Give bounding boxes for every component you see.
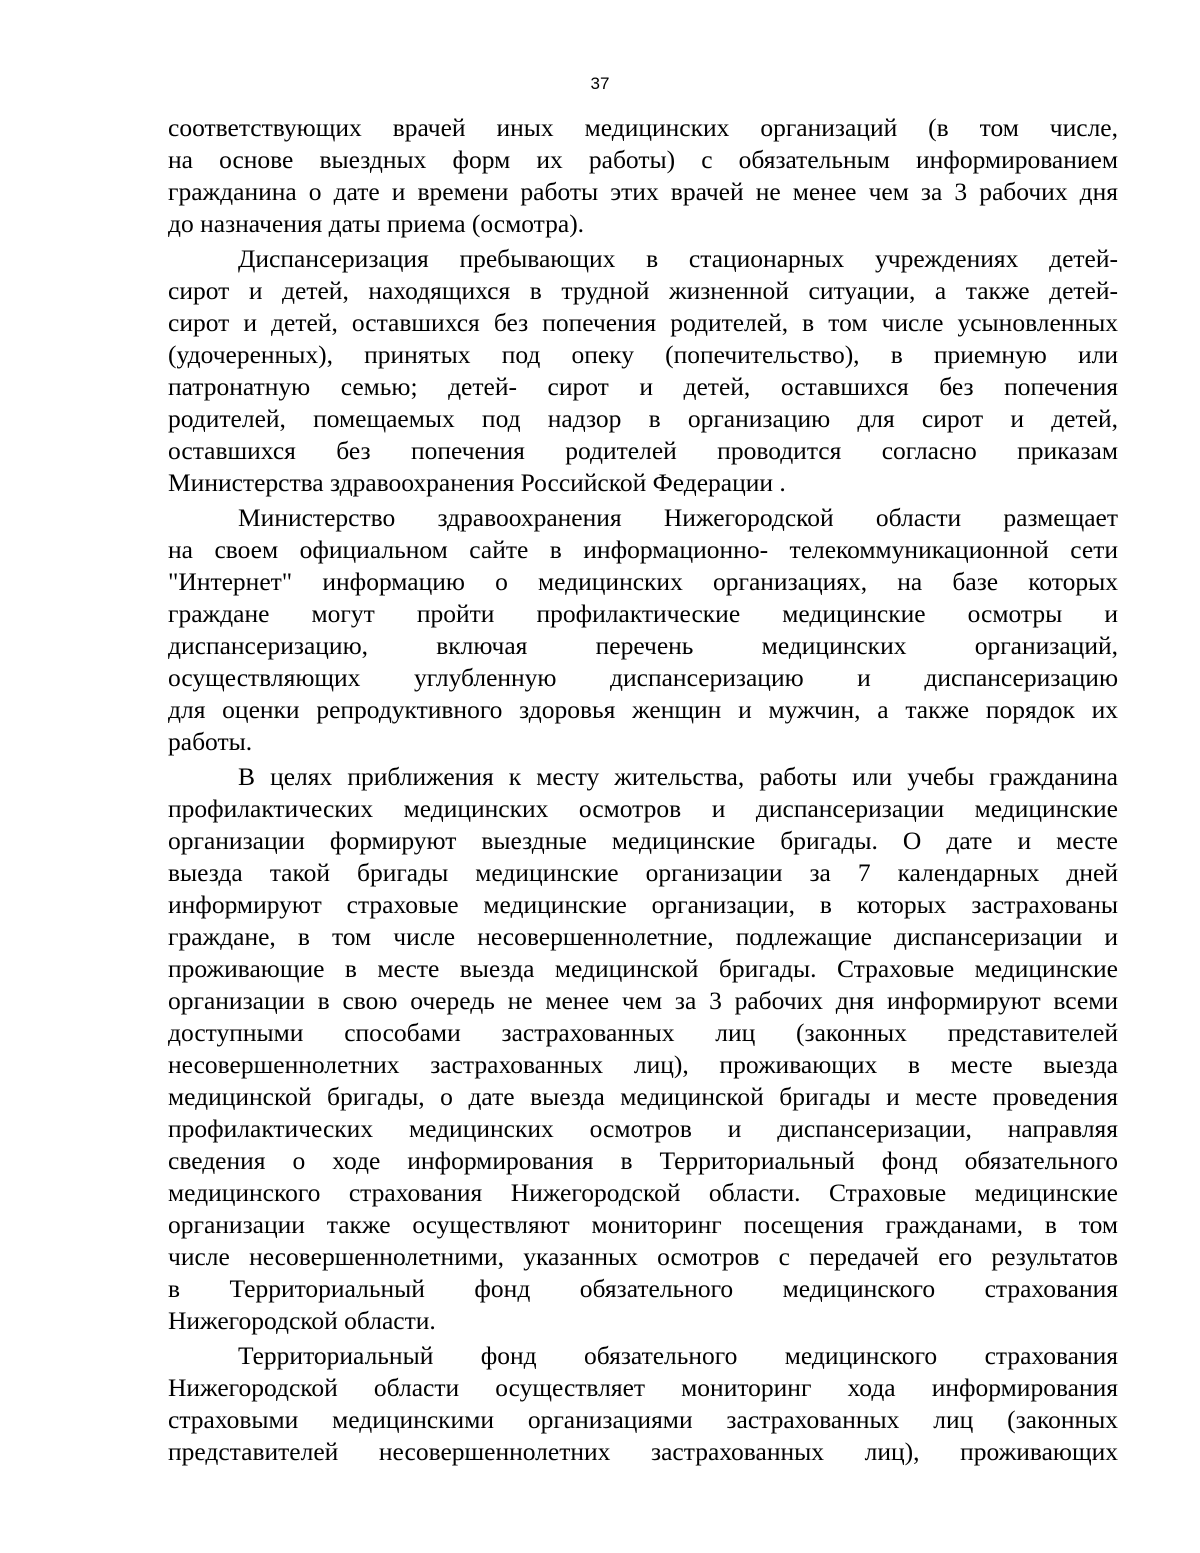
text-line: представителей несовершеннолетних застрахованных лиц), проживающих — [168, 1437, 1118, 1466]
text-line: Территориальный фонд обязательного медицинского страхования — [238, 1341, 1118, 1370]
text-line: выезда такой бригады медицинские организации за 7 календарных дней — [168, 858, 1118, 887]
paragraph-2 — [168, 243, 1118, 499]
text-line: "Интернет" информацию о медицинских организациях, на базе которых — [168, 567, 1118, 596]
text-line: работы. — [168, 727, 253, 756]
text-line: Министерство здравоохранения Нижегородской области размещает — [238, 503, 1118, 532]
paragraph-3 — [168, 502, 1118, 758]
paragraph-5 — [168, 1340, 1118, 1468]
text-line: организации также осуществляют мониторинг посещения гражданами, в том — [168, 1210, 1118, 1239]
text-line: до назначения даты приема (осмотра). — [168, 209, 585, 238]
text-line: профилактических медицинских осмотров и диспансеризации медицинские — [168, 794, 1118, 823]
text-line: доступными способами застрахованных лиц (законных представителей — [168, 1018, 1118, 1047]
text-line: медицинского страхования Нижегородской области. Страховые медицинские — [168, 1178, 1118, 1207]
text-line: сирот и детей, оставшихся без попечения родителей, в том числе усыновленных — [168, 308, 1118, 337]
text-line: проживающие в месте выезда медицинской бригады. Страховые медицинские — [168, 954, 1118, 983]
text-line: числе несовершеннолетними, указанных осмотров с передачей его результатов — [168, 1242, 1118, 1271]
text-line: информируют страховые медицинские организации, в которых застрахованы — [168, 890, 1118, 919]
text-line: несовершеннолетних застрахованных лиц), проживающих в месте выезда — [168, 1050, 1118, 1079]
text-line: Министерства здравоохранения Российской Федерации . — [168, 468, 786, 497]
text-line: граждане, в том числе несовершеннолетние, подлежащие диспансеризации и — [168, 922, 1118, 951]
text-line: оставшихся без попечения родителей проводится согласно приказам — [168, 436, 1118, 465]
text-line: профилактических медицинских осмотров и диспансеризации, направляя — [168, 1114, 1118, 1143]
text-line: родителей, помещаемых под надзор в организацию для сирот и детей, — [168, 404, 1118, 433]
text-line: Нижегородской области осуществляет мониторинг хода информирования — [168, 1373, 1118, 1402]
text-line: организации в свою очередь не менее чем за 3 рабочих дня информируют всеми — [168, 986, 1118, 1015]
text-line: в Территориальный фонд обязательного медицинского страхования — [168, 1274, 1118, 1303]
paragraph-4 — [168, 761, 1118, 1337]
document-page — [168, 112, 1118, 1468]
text-line: Диспансеризация пребывающих в стационарных учреждениях детей- — [238, 244, 1118, 273]
text-line: граждане могут пройти профилактические медицинские осмотры и — [168, 599, 1118, 628]
text-line: Нижегородской области. — [168, 1306, 436, 1335]
text-line: осуществляющих углубленную диспансеризацию и диспансеризацию — [168, 663, 1118, 692]
text-line: сирот и детей, находящихся в трудной жизненной ситуации, а также детей- — [168, 276, 1118, 305]
text-line: организации формируют выездные медицинские бригады. О дате и месте — [168, 826, 1118, 855]
text-line: гражданина о дате и времени работы этих врачей не менее чем за 3 рабочих дня — [168, 177, 1118, 206]
text-line: патронатную семью; детей- сирот и детей, оставшихся без попечения — [168, 372, 1118, 401]
text-line: (удочеренных), принятых под опеку (попечительство), в приемную или — [168, 340, 1118, 369]
text-line: сведения о ходе информирования в Территориальный фонд обязательного — [168, 1146, 1118, 1175]
text-line: В целях приближения к месту жительства, работы или учебы гражданина — [238, 762, 1118, 791]
text-line: на основе выездных форм их работы) с обязательным информированием — [168, 145, 1118, 174]
text-line: соответствующих врачей иных медицинских организаций (в том числе, — [168, 113, 1118, 142]
page-number: 37 — [590, 74, 610, 93]
paragraph-1 — [168, 112, 1118, 240]
text-line: медицинской бригады, о дате выезда медицинской бригады и месте проведения — [168, 1082, 1118, 1111]
text-line: на своем официальном сайте в информационно- телекоммуникационной сети — [168, 535, 1118, 564]
text-line: диспансеризацию, включая перечень медицинских организаций, — [168, 631, 1118, 660]
text-line: страховыми медицинскими организациями застрахованных лиц (законных — [168, 1405, 1118, 1434]
text-line: для оценки репродуктивного здоровья женщин и мужчин, а также порядок их — [168, 695, 1118, 724]
